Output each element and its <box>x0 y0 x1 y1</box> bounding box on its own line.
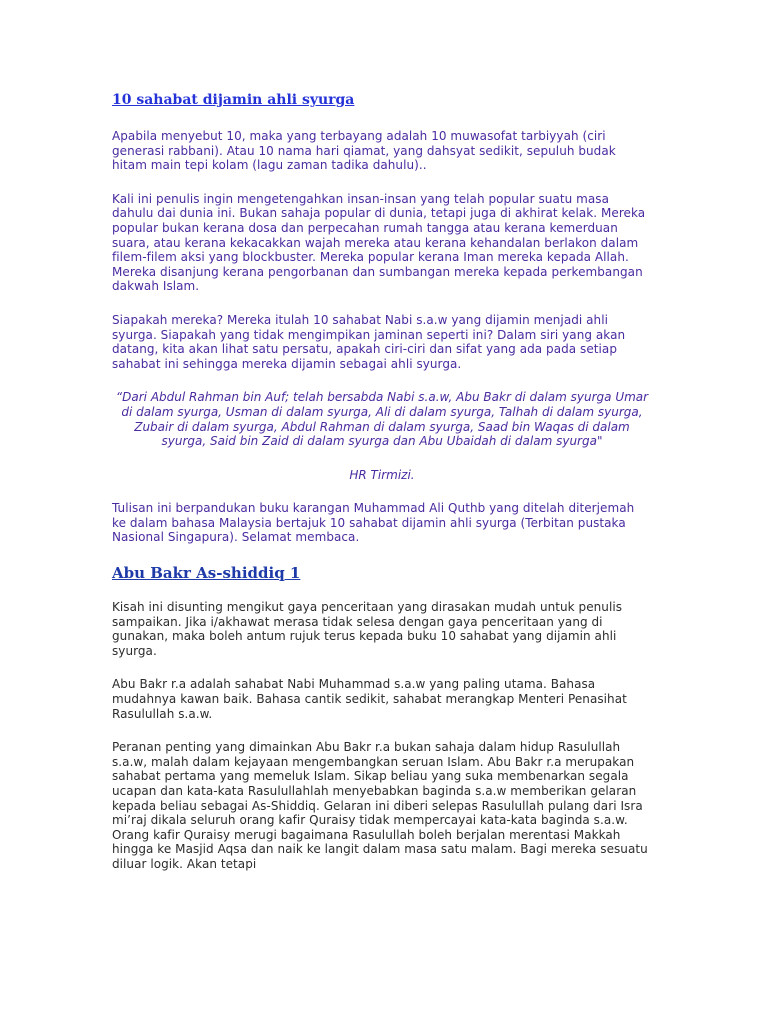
article-title-abu-bakr[interactable]: Abu Bakr As-shiddiq 1 <box>112 564 301 583</box>
abu-bakr-paragraph-2: Abu Bakr r.a adalah sahabat Nabi Muhammad s.a.w yang paling utama. Bahasa mudahnya kawan baik. Bahasa cantik sedikit, sahabat merangkap Menteri Penasihat Rasulullah s.a.w. <box>112 677 627 721</box>
document-page <box>112 88 652 891</box>
hadith-source: HR Tirmizi. <box>349 467 415 482</box>
intro-paragraph-3: Siapakah mereka? Mereka itulah 10 sahabat Nabi s.a.w yang dijamin menjadi ahli syurga. Siapakah yang tidak mengimpikan jaminan seperti ini? Dalam siri yang akan datang, kita akan lihat satu persatu, apakah ciri-ciri dan sifat yang ada pada setiap sahabat ini sehingga mereka dijamin sebagai ahli syurga. <box>112 312 626 371</box>
hadith-quote: “Dari Abdul Rahman bin Auf; telah bersabda Nabi s.a.w, Abu Bakr di dalam syurga Umar di dalam syurga, Usman di dalam syurga, Ali di dalam syurga, Talhah di dalam syurga, Zubair di dalam syurga, Abdul Rahman di dalam syurga, Saad bin Waqas di dalam syurga, Said bin Zaid di dalam syurga dan Abu Ubaidah di dalam syurga" <box>115 390 649 449</box>
abu-bakr-paragraph-1: Kisah ini disunting mengikut gaya penceritaan yang dirasakan mudah untuk penulis sampaikan. Jika i/akhawat merasa tidak selesa dengan gaya penceritaan yang di gunakan, maka boleh antum rujuk terus kepada buku 10 sahabat yang dijamin ahli syurga. <box>112 600 623 658</box>
intro-paragraph-2: Kali ini penulis ingin mengetengahkan insan-insan yang telah popular suatu masa dahulu dai dunia ini. Bukan sahaja popular di dunia, tetapi juga di akhirat kelak. Mereka popular bukan kerana dosa dan perpecahan rumah tangga atau kerana kemerduan suara, atau kerana kekacakkan wajah mereka atau kerana kehandalan berlakon dalam filem-filem aksi yang blockbuster. Mereka popular kerana Iman mereka kepada Allah. Mereka disanjung kerana pengorbanan dan sumbangan mereka kepada perkembangan dakwah Islam. <box>112 191 646 294</box>
closing-paragraph: Tulisan ini berpandukan buku karangan Muhammad Ali Quthb yang ditelah diterjemah ke dalam bahasa Malaysia bertajuk 10 sahabat dijamin ahli syurga (Terbitan pustaka Nasional Singapura). Selamat membaca. <box>112 501 635 545</box>
abu-bakr-paragraph-3: Peranan penting yang dimainkan Abu Bakr r.a bukan sahaja dalam hidup Rasulullah s.a.w, malah dalam kejayaan mengembangkan seruan Islam. Abu Bakr r.a merupakan sahabat pertama yang memeluk Islam. Sikap beliau yang suka membenarkan segala ucapan dan kata-kata Rasulullahlah menyebabkan baginda s.a.w memberikan gelaran kepada beliau sebagai As-Shiddiq. Gelaran ini diberi selepas Rasulullah pulang dari Isra mi’raj dikala seluruh orang kafir Quraisy tidak mempercayai kata-kata baginda s.a.w. Orang kafir Quraisy merugi bagaimana Rasulullah boleh berjalan merentasi Makkah hingga ke Masjid Aqsa dan naik ke langit dalam masa satu malam. Bagi mereka sesuatu diluar logik. Akan tetapi <box>112 740 648 871</box>
article-title-10-sahabat[interactable]: 10 sahabat dijamin ahli syurga <box>112 92 355 108</box>
intro-paragraph-1: Apabila menyebut 10, maka yang terbayang adalah 10 muwasofat tarbiyyah (ciri generasi rabbani). Atau 10 nama hari qiamat, yang dahsyat sedikit, sepuluh budak hitam main tepi kolam (lagu zaman tadika dahulu).. <box>112 129 616 173</box>
